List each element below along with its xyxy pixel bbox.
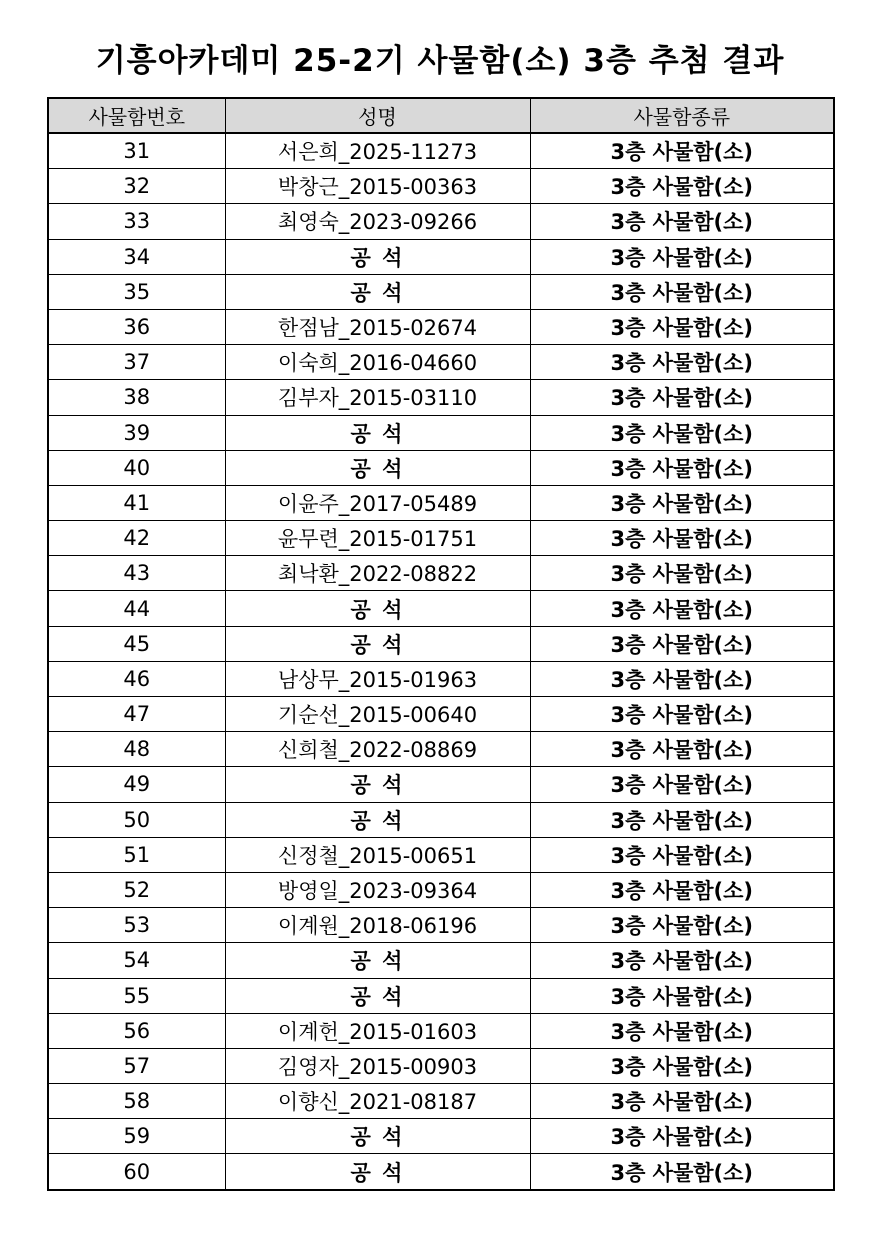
name-cell: 이향신_2021-08187 (225, 1084, 530, 1119)
locker-number-cell: 60 (48, 1154, 225, 1190)
name-cell: 윤무련_2015-01751 (225, 521, 530, 556)
locker-number-cell: 34 (48, 239, 225, 274)
table-row (48, 345, 834, 380)
table-row (48, 1048, 834, 1083)
locker-number-cell: 36 (48, 309, 225, 344)
table-row (48, 450, 834, 485)
header-row (48, 98, 834, 133)
vacant-cell: 공 석 (225, 239, 530, 274)
locker-number-cell: 51 (48, 837, 225, 872)
locker-type-cell: 3층 사물함(소) (530, 837, 834, 872)
vacant-cell: 공 석 (225, 802, 530, 837)
locker-type-cell: 3층 사물함(소) (530, 309, 834, 344)
locker-number-cell: 43 (48, 556, 225, 591)
table-row (48, 697, 834, 732)
locker-type-cell: 3층 사물함(소) (530, 415, 834, 450)
table-row (48, 872, 834, 907)
vacant-cell: 공 석 (225, 1119, 530, 1154)
locker-type-cell: 3층 사물함(소) (530, 1084, 834, 1119)
locker-type-cell: 3층 사물함(소) (530, 169, 834, 204)
locker-number-cell: 38 (48, 380, 225, 415)
locker-number-cell: 55 (48, 978, 225, 1013)
locker-type-cell: 3층 사물함(소) (530, 204, 834, 239)
locker-type-cell: 3층 사물함(소) (530, 345, 834, 380)
locker-type-cell: 3층 사물함(소) (530, 697, 834, 732)
table-row (48, 521, 834, 556)
table-row (48, 802, 834, 837)
locker-type-cell: 3층 사물함(소) (530, 1119, 834, 1154)
locker-type-cell: 3층 사물함(소) (530, 450, 834, 485)
locker-number-cell: 41 (48, 485, 225, 520)
name-cell: 김부자_2015-03110 (225, 380, 530, 415)
locker-type-cell: 3층 사물함(소) (530, 943, 834, 978)
document-title: 기흥아카데미 25-2기 사물함(소) 3층 추첨 결과 (95, 43, 785, 79)
locker-type-cell: 3층 사물함(소) (530, 239, 834, 274)
locker-number-cell: 42 (48, 521, 225, 556)
table-body (48, 133, 834, 1190)
locker-number-cell: 44 (48, 591, 225, 626)
name-cell: 신희철_2022-08869 (225, 732, 530, 767)
name-cell: 최낙환_2022-08822 (225, 556, 530, 591)
locker-number-cell: 46 (48, 661, 225, 696)
locker-number-cell: 58 (48, 1084, 225, 1119)
vacant-cell: 공 석 (225, 943, 530, 978)
locker-type-cell: 3층 사물함(소) (530, 908, 834, 943)
table-row (48, 767, 834, 802)
vacant-cell: 공 석 (225, 626, 530, 661)
header-locker-number: 사물함번호 (48, 98, 225, 133)
locker-type-cell: 3층 사물함(소) (530, 133, 834, 169)
table-row (48, 626, 834, 661)
locker-result-table (47, 97, 835, 1191)
table-row (48, 415, 834, 450)
vacant-cell: 공 석 (225, 767, 530, 802)
table-row (48, 837, 834, 872)
locker-type-cell: 3층 사물함(소) (530, 732, 834, 767)
locker-type-cell: 3층 사물함(소) (530, 591, 834, 626)
locker-number-cell: 47 (48, 697, 225, 732)
table-row (48, 661, 834, 696)
name-cell: 박창근_2015-00363 (225, 169, 530, 204)
table-row (48, 133, 834, 169)
locker-number-cell: 33 (48, 204, 225, 239)
table-row (48, 204, 834, 239)
locker-number-cell: 45 (48, 626, 225, 661)
locker-type-cell: 3층 사물함(소) (530, 872, 834, 907)
table-row (48, 1084, 834, 1119)
locker-number-cell: 39 (48, 415, 225, 450)
name-cell: 이계헌_2015-01603 (225, 1013, 530, 1048)
locker-type-cell: 3층 사물함(소) (530, 626, 834, 661)
name-cell: 한점남_2015-02674 (225, 309, 530, 344)
name-cell: 서은희_2025-11273 (225, 133, 530, 169)
table-row (48, 1119, 834, 1154)
locker-number-cell: 54 (48, 943, 225, 978)
locker-type-cell: 3층 사물함(소) (530, 485, 834, 520)
name-cell: 기순선_2015-00640 (225, 697, 530, 732)
table-row (48, 380, 834, 415)
locker-type-cell: 3층 사물함(소) (530, 1048, 834, 1083)
locker-type-cell: 3층 사물함(소) (530, 556, 834, 591)
locker-number-cell: 40 (48, 450, 225, 485)
table-row (48, 732, 834, 767)
name-cell: 방영일_2023-09364 (225, 872, 530, 907)
name-cell: 남상무_2015-01963 (225, 661, 530, 696)
locker-number-cell: 37 (48, 345, 225, 380)
locker-type-cell: 3층 사물함(소) (530, 380, 834, 415)
table-row (48, 274, 834, 309)
locker-number-cell: 56 (48, 1013, 225, 1048)
vacant-cell: 공 석 (225, 274, 530, 309)
table-row (48, 485, 834, 520)
table-row (48, 169, 834, 204)
vacant-cell: 공 석 (225, 591, 530, 626)
locker-type-cell: 3층 사물함(소) (530, 978, 834, 1013)
table-row (48, 943, 834, 978)
table-row (48, 309, 834, 344)
table-row (48, 1154, 834, 1190)
header-name: 성명 (225, 98, 530, 133)
header-locker-type: 사물함종류 (530, 98, 834, 133)
locker-type-cell: 3층 사물함(소) (530, 274, 834, 309)
locker-type-cell: 3층 사물함(소) (530, 661, 834, 696)
locker-type-cell: 3층 사물함(소) (530, 802, 834, 837)
locker-number-cell: 59 (48, 1119, 225, 1154)
locker-number-cell: 57 (48, 1048, 225, 1083)
name-cell: 이숙희_2016-04660 (225, 345, 530, 380)
locker-number-cell: 32 (48, 169, 225, 204)
name-cell: 최영숙_2023-09266 (225, 204, 530, 239)
table-row (48, 978, 834, 1013)
locker-number-cell: 50 (48, 802, 225, 837)
table-row (48, 591, 834, 626)
table-header (48, 98, 834, 133)
name-cell: 신정철_2015-00651 (225, 837, 530, 872)
locker-number-cell: 48 (48, 732, 225, 767)
locker-number-cell: 49 (48, 767, 225, 802)
name-cell: 이계원_2018-06196 (225, 908, 530, 943)
locker-number-cell: 31 (48, 133, 225, 169)
name-cell: 김영자_2015-00903 (225, 1048, 530, 1083)
table-row (48, 908, 834, 943)
vacant-cell: 공 석 (225, 978, 530, 1013)
locker-number-cell: 52 (48, 872, 225, 907)
name-cell: 이윤주_2017-05489 (225, 485, 530, 520)
locker-type-cell: 3층 사물함(소) (530, 767, 834, 802)
table-row (48, 1013, 834, 1048)
vacant-cell: 공 석 (225, 415, 530, 450)
locker-number-cell: 53 (48, 908, 225, 943)
table-row (48, 556, 834, 591)
locker-type-cell: 3층 사물함(소) (530, 521, 834, 556)
vacant-cell: 공 석 (225, 1154, 530, 1190)
locker-type-cell: 3층 사물함(소) (530, 1154, 834, 1190)
locker-type-cell: 3층 사물함(소) (530, 1013, 834, 1048)
table-row (48, 239, 834, 274)
vacant-cell: 공 석 (225, 450, 530, 485)
locker-number-cell: 35 (48, 274, 225, 309)
